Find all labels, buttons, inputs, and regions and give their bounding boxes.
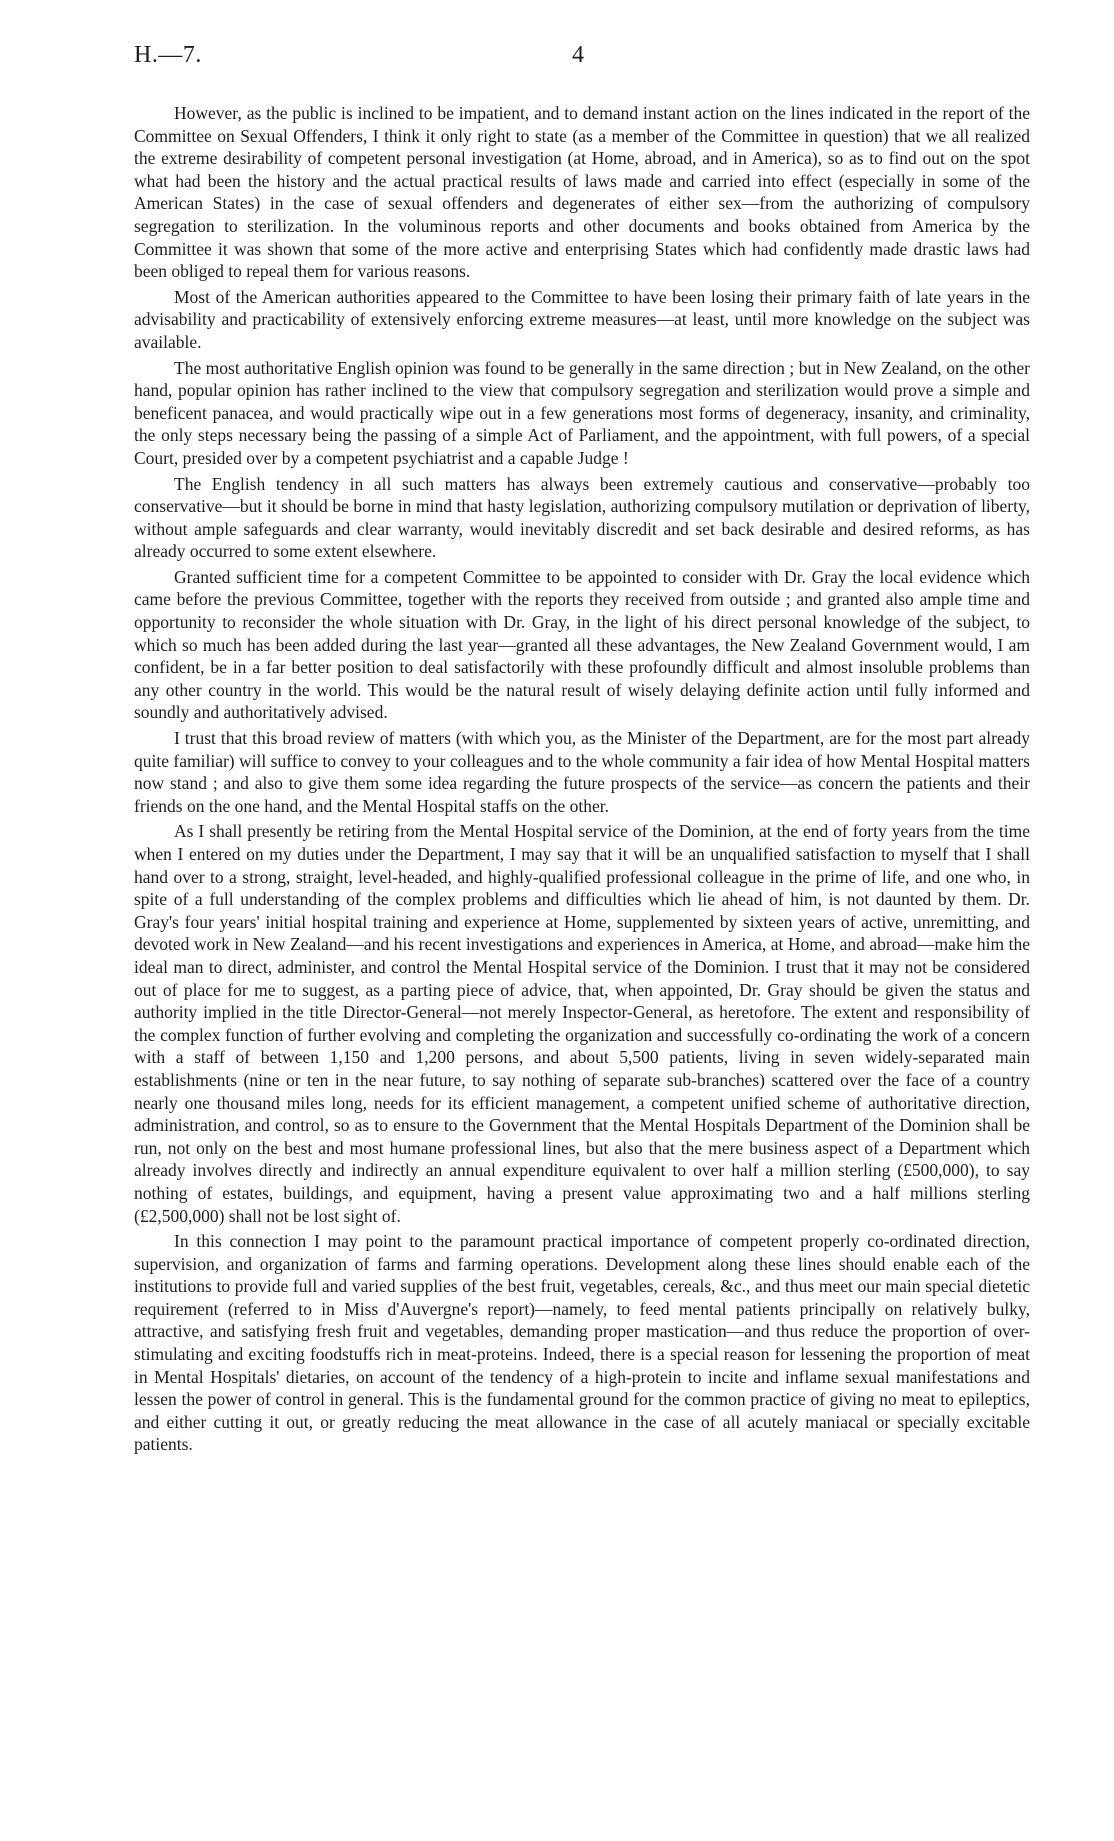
paragraph: The most authoritative English opinion was found to be generally in the same direction ; but in New Zealand, on the other hand, popular opinion has rather inclined to the view that compulsory segregation and sterilization would prove a simple and beneficent panacea, and would practically wipe out in a few generations most forms of degeneracy, insanity, and criminality, the only steps necessary being the passing of a simple Act of Parliament, and the appointment, with full powers, of a special Court, presided over by a competent psychiatrist and a capable Judge ! xyxy=(134,357,1030,468)
page-number: 4 xyxy=(572,42,584,68)
paragraph: Granted sufficient time for a competent Committee to be appointed to consider with Dr. Gray the local evidence which came before the previous Committee, together with the reports they received from outside ; and granted also ample time and opportunity to reconsider the whole situation with Dr. Gray, in the light of his direct personal knowledge of the subject, to which so much has been added during the last year—granted all these advantages, the New Zealand Government would, I am confident, be in a far better position to deal satisfactorily with these profoundly difficult and almost insoluble problems than any other country in the world. This would be the natural result of wisely delaying definite action until fully informed and soundly and authoritatively advised. xyxy=(134,566,1030,723)
paragraph: Most of the American authorities appeared to the Committee to have been losing their primary faith of late years in the advisability and practicability of extensively enforcing extreme measures—at least, until more knowledge on the subject was available. xyxy=(134,286,1030,352)
body-text xyxy=(134,102,1030,1459)
paragraph: However, as the public is inclined to be impatient, and to demand instant action on the lines indicated in the report of the Committee on Sexual Offenders, I think it only right to state (as a member of the Committee in question) that we all realized the extreme desirability of competent personal investigation (at Home, abroad, and in America), so as to find out on the spot what had been the history and the actual practical results of laws made and carried into effect (especially in some of the American States) in the case of sexual offenders and degenerates of either sex—from the authorizing of compulsory segregation to sterilization. In the voluminous reports and other documents and books obtained from America by the Committee it was shown that some of the more active and enterprising States which had confidently made drastic laws had been obliged to repeal them for various reasons. xyxy=(134,103,1030,282)
paragraph: I trust that this broad review of matters (with which you, as the Minister of the Department, are for the most part already quite familiar) will suffice to convey to your colleagues and to the whole community a fair idea of how Mental Hospital matters now stand ; and also to give them some idea regarding the future prospects of the service—as concern the patients and their friends on the one hand, and the Mental Hospital staffs on the other. xyxy=(134,728,1030,816)
paragraph: The English tendency in all such matters has always been extremely cautious and conservative—probably too conservative—but it should be borne in mind that hasty legislation, authorizing compulsory mutilation or deprivation of liberty, without ample safeguards and clear warranty, would inevitably discredit and set back desirable and desired reforms, as has already occurred to some extent elsewhere. xyxy=(134,473,1030,562)
paragraph: As I shall presently be retiring from the Mental Hospital service of the Dominion, at the end of forty years from the time when I entered on my duties under the Department, I may say that it will be an unqualified satisfaction to myself that I shall hand over to a strong, straight, level-headed, and highly-qualified professional colleague in the prime of life, and one who, in spite of a full understanding of the complex problems and difficulties which lie ahead of him, is not daunted by them. Dr. Gray's four years' initial hospital training and experience at Home, supplemented by sixteen years of active, unremitting, and devoted work in New Zealand—and his recent investigations and experiences in America, at Home, and abroad—make him the ideal man to direct, administer, and control the Mental Hospital service of the Dominion. I trust that it may not be considered out of place for me to suggest, as a parting piece of advice, that, when appointed, Dr. Gray should be given the status and authority implied in the title Director-General—not merely Inspector-General, as heretofore. The extent and responsibility of the complex function of further evolving and completing the organization and successfully co-ordinating the work of a concern with a staff of between 1,150 and 1,200 persons, and about 5,500 patients, living in seven widely-separated main establishments (nine or ten in the near future, to say nothing of separate sub-branches) scattered over the face of a country nearly one thousand miles long, needs for its efficient management, a competent unified scheme of authoritative direction, administration, and control, so as to ensure to the Government that the Mental Hospitals Department of the Dominion shall be run, not only on the best and most humane professional lines, but also that the mere business aspect of a Department which already involves directly and indirectly an annual expenditure equivalent to over half a million sterling (£500,000), to say nothing of estates, buildings, and equipment, having a present value approximating two and a half millions sterling (£2,500,000) shall not be lost sight of. xyxy=(134,821,1030,1226)
page-reference: H.—7. xyxy=(134,42,202,68)
paragraph: In this connection I may point to the paramount practical importance of competent properly co-ordinated direction, supervision, and organization of farms and farming operations. Development along these lines should enable each of the institutions to provide full and varied supplies of the best fruit, vegetables, cereals, &c., and thus meet our main special dietetic requirement (referred to in Miss d'Auvergne's report)—namely, to feed mental patients principally on relatively bulky, attractive, and satisfying fresh fruit and vegetables, demanding proper mastication—and thus reduce the proportion of over-stimulating and exciting foodstuffs rich in meat-proteins. Indeed, there is a special reason for lessening the proportion of meat in Mental Hospitals' dietaries, on account of the tendency of a high-protein to incite and inflame sexual manifestations and lessen the power of control in general. This is the fundamental ground for the common practice of giving no meat to epileptics, and either cutting it out, or greatly reducing the meat allowance in the case of all acutely maniacal or specially excitable patients. xyxy=(134,1231,1030,1455)
